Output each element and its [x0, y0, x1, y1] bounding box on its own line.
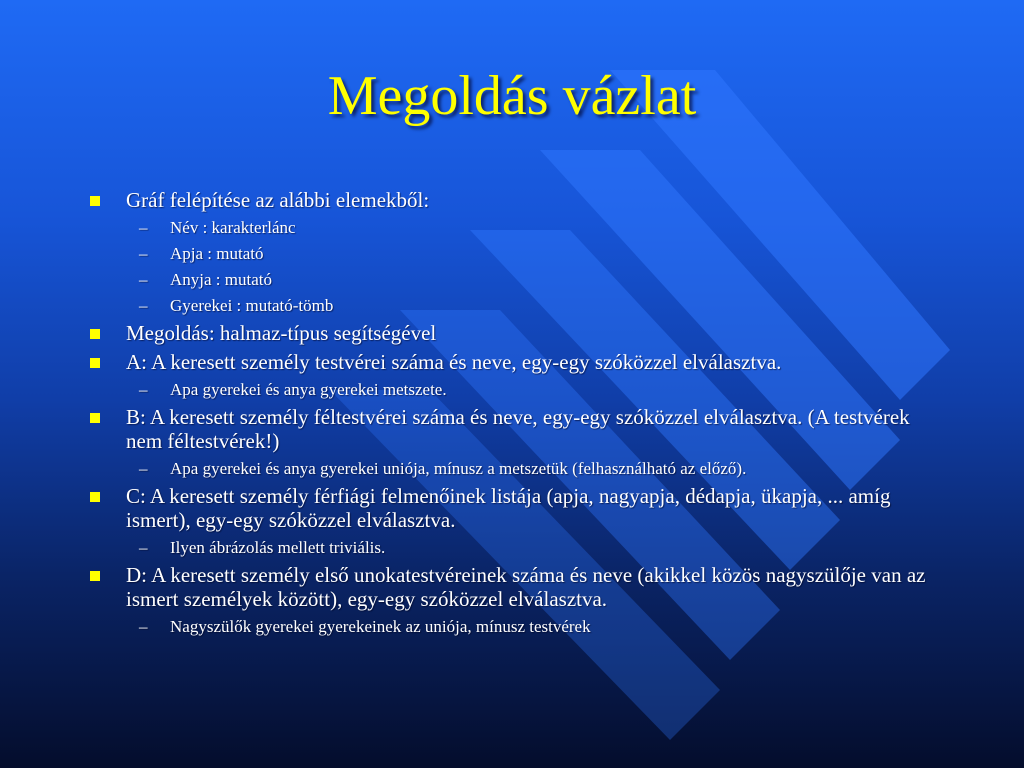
sub-bullet-item: [84, 616, 944, 637]
dash-bullet-icon: –: [139, 380, 148, 399]
bullet-text: Megoldás: halmaz-típus segítségével: [126, 321, 437, 345]
bullet-text: B: A keresett személy féltestvérei száma és neve, egy-egy szóközzel elválasztva. (A testvérek nem féltestvérek!): [126, 405, 910, 453]
bullet-item: [84, 563, 944, 611]
dash-bullet-icon: –: [139, 459, 148, 478]
bullet-text: D: A keresett személy első unokatestvéreinek száma és neve (akikkel közös nagyszülője van az ismert személyek között), egy-egy szóközzel elválasztva.: [126, 563, 926, 611]
sub-bullet-text: Apa gyerekei és anya gyerekei metszete.: [170, 380, 447, 399]
bullet-item: [84, 350, 944, 374]
dash-bullet-icon: –: [139, 244, 148, 263]
sub-bullet-item: [84, 295, 944, 316]
dash-bullet-icon: –: [139, 617, 148, 636]
square-bullet-icon: [90, 492, 100, 502]
square-bullet-icon: [90, 413, 100, 423]
sub-bullet-item: [84, 458, 944, 479]
bullet-list: [84, 188, 944, 642]
dash-bullet-icon: –: [139, 218, 148, 237]
sub-bullet-item: [84, 537, 944, 558]
sub-bullet-text: Anyja : mutató: [170, 270, 272, 289]
sub-bullet-item: [84, 269, 944, 290]
bullet-item: [84, 321, 944, 345]
dash-bullet-icon: –: [139, 296, 148, 315]
sub-bullet-text: Ilyen ábrázolás mellett triviális.: [170, 538, 386, 557]
square-bullet-icon: [90, 358, 100, 368]
sub-bullet-text: Név : karakterlánc: [170, 218, 296, 237]
slide-title: Megoldás vázlat: [327, 65, 697, 127]
sub-bullet-text: Apja : mutató: [170, 244, 264, 263]
bullet-text: A: A keresett személy testvérei száma és neve, egy-egy szóközzel elválasztva.: [126, 350, 782, 374]
bullet-text: C: A keresett személy férfiági felmenőinek listája (apja, nagyapja, dédapja, ükapja, ... amíg ismert), egy-egy szóközzel elválasztva.: [126, 484, 891, 532]
sub-bullet-item: [84, 243, 944, 264]
sub-bullet-text: Nagyszülők gyerekei gyerekeinek az uniója, mínusz testvérek: [170, 617, 591, 636]
bullet-item: [84, 484, 944, 532]
sub-bullet-item: [84, 379, 944, 400]
bullet-text: Gráf felépítése az alábbi elemekből:: [126, 188, 430, 212]
dash-bullet-icon: –: [139, 270, 148, 289]
sub-bullet-item: [84, 217, 944, 238]
sub-bullet-text: Apa gyerekei és anya gyerekei uniója, mínusz a metszetük (felhasználható az előző).: [170, 459, 747, 478]
sub-bullet-text: Gyerekei : mutató-tömb: [170, 296, 334, 315]
square-bullet-icon: [90, 196, 100, 206]
square-bullet-icon: [90, 571, 100, 581]
bullet-item: [84, 188, 944, 212]
dash-bullet-icon: –: [139, 538, 148, 557]
square-bullet-icon: [90, 329, 100, 339]
bullet-item: [84, 405, 944, 453]
